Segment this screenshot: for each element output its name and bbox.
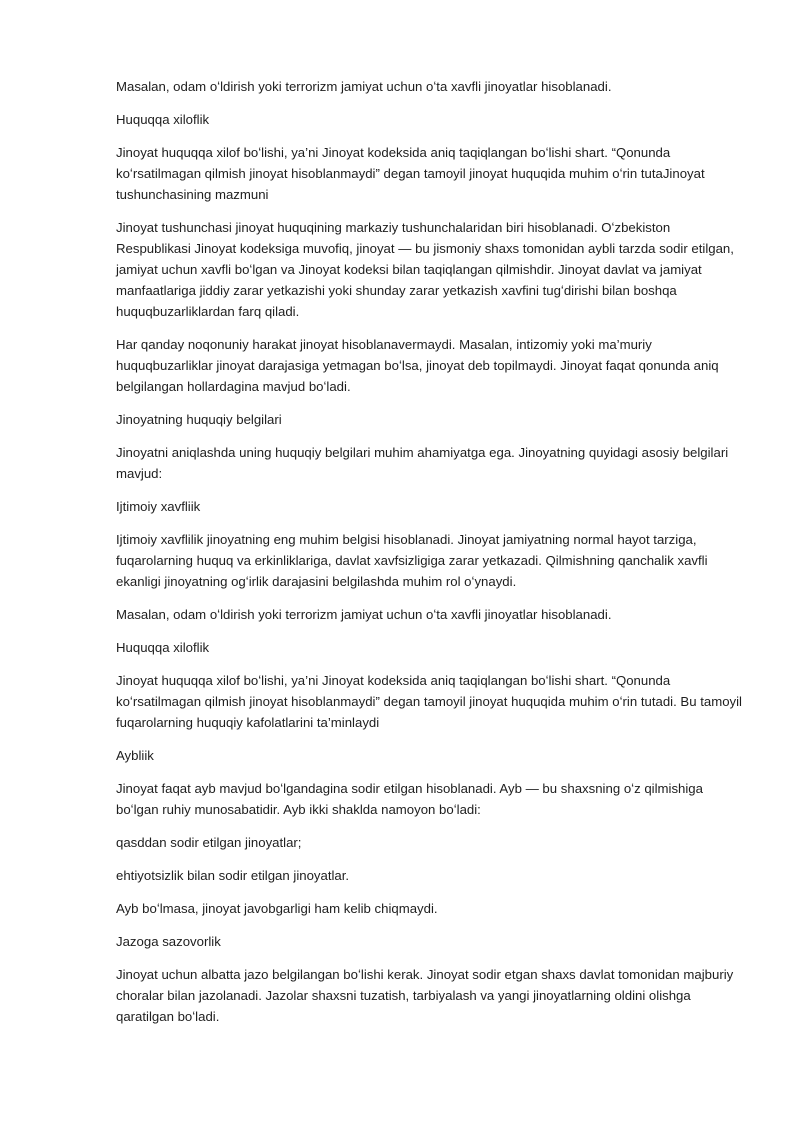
paragraph: Jinoyat huquqqa xilof boʻlishi, ya’ni Jinoyat kodeksida aniq taqiqlangan boʻlishi shart. “Qonunda koʻrsatilmagan qilmish jinoyat hisoblanmaydi” degan tamoyil jinoyat huquqida muhim oʻrin tutaJinoyat tushunchasining mazmuni (116, 145, 705, 202)
paragraph: Jinoyat uchun albatta jazo belgilangan boʻlishi kerak. Jinoyat sodir etgan shaxs davlat tomonidan majburiy choralar bilan jazolanadi. Jazolar shaxsni tuzatish, tarbiyalash va yangi jinoyatlarning oldini olishga qaratilgan boʻladi. (116, 967, 734, 1024)
section-heading: Jinoyatning huquqiy belgilari (116, 412, 282, 427)
document-page (116, 76, 748, 1039)
paragraph: Jinoyat tushunchasi jinoyat huquqining markaziy tushunchalaridan biri hisoblanadi. Oʻzbekiston Respublikasi Jinoyat kodeksiga muvofiq, jinoyat — bu jismoniy shaxs tomonidan aybli tarzda sodir etilgan, jamiyat uchun xavfli boʻlgan va Jinoyat kodeksi bilan taqiqlangan qilmishdir. Jinoyat davlat va jamiyat manfaatlariga jiddiy zarar yetkazishi yoki shunday zarar yetkazish xavfini tugʻdirishi bilan boshqa huquqbuzarliklardan farq qiladi. (116, 220, 734, 319)
section-heading: Aybliik (116, 748, 154, 763)
paragraph: Jinoyatni aniqlashda uning huquqiy belgilari muhim ahamiyatga ega. Jinoyatning quyidagi asosiy belgilari mavjud: (116, 445, 729, 481)
section-heading: Huquqqa xiloflik (116, 112, 210, 127)
paragraph: Masalan, odam oʻldirish yoki terrorizm jamiyat uchun oʻta xavfli jinoyatlar hisoblanadi. (116, 79, 612, 94)
paragraph: Jinoyat huquqqa xilof boʻlishi, ya’ni Jinoyat kodeksida aniq taqiqlangan boʻlishi shart. “Qonunda koʻrsatilmagan qilmish jinoyat hisoblanmaydi” degan tamoyil jinoyat huquqida muhim oʻrin tutadi. Bu tamoyil fuqarolarning huquqiy kafolatlarini ta’minlaydi (116, 673, 742, 730)
section-heading: Huquqqa xiloflik (116, 640, 210, 655)
list-item: qasddan sodir etilgan jinoyatlar; (116, 835, 302, 850)
section-heading: Ijtimoiy xavfliik (116, 499, 201, 514)
paragraph: Ijtimoiy xavflilik jinoyatning eng muhim belgisi hisoblanadi. Jinoyat jamiyatning normal hayot tarziga, fuqarolarning huquq va erkinliklariga, davlat xavfsizligiga zarar yetkazadi. Qilmishning qanchalik xavfli ekanligi jinoyatning ogʻirlik darajasini belgilashda muhim rol oʻynaydi. (116, 532, 708, 589)
paragraph: Ayb boʻlmasa, jinoyat javobgarligi ham kelib chiqmaydi. (116, 901, 438, 916)
paragraph: Masalan, odam oʻldirish yoki terrorizm jamiyat uchun oʻta xavfli jinoyatlar hisoblanadi. (116, 607, 612, 622)
paragraph: Jinoyat faqat ayb mavjud boʻlgandagina sodir etilgan hisoblanadi. Ayb — bu shaxsning oʻz qilmishiga boʻlgan ruhiy munosabatidir. Ayb ikki shaklda namoyon boʻladi: (116, 781, 703, 817)
paragraph: Har qanday noqonuniy harakat jinoyat hisoblanavermaydi. Masalan, intizomiy yoki ma’muriy huquqbuzarliklar jinoyat darajasiga yetmagan boʻlsa, jinoyat deb topilmaydi. Jinoyat faqat qonunda aniq belgilangan hollardagina mavjud boʻladi. (116, 337, 719, 394)
list-item: ehtiyotsizlik bilan sodir etilgan jinoyatlar. (116, 868, 350, 883)
section-heading: Jazoga sazovorlik (116, 934, 221, 949)
